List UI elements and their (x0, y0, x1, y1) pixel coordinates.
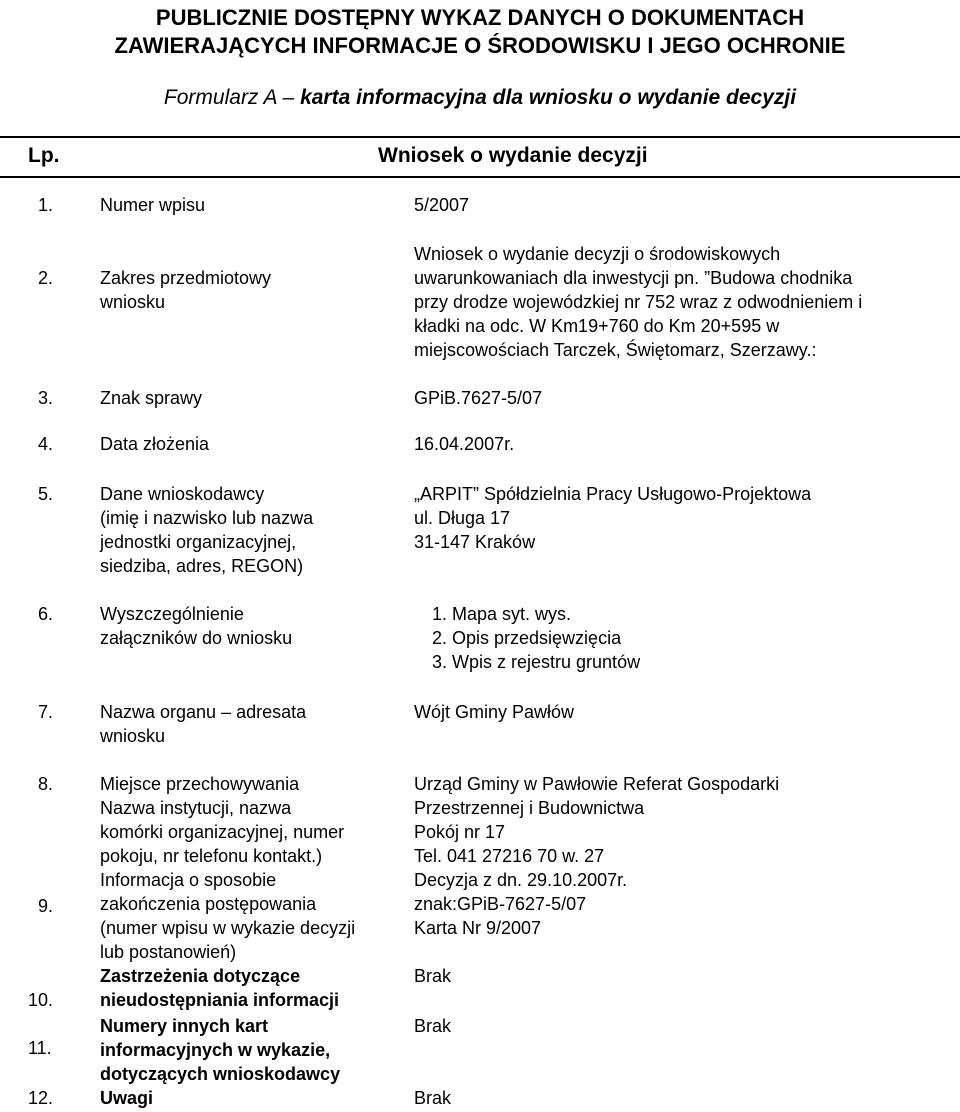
row-7-label-line-1: Nazwa organu – adresata (100, 702, 307, 722)
row-5-value-line-2: ul. Długa 17 (414, 508, 511, 528)
row-12-label: Uwagi (100, 1088, 154, 1108)
row-8-label-line-2: Nazwa instytucji, nazwa (100, 798, 292, 818)
row-11-value: Brak (414, 1016, 452, 1036)
row-11-label-line-1: Numery innych kart (100, 1016, 269, 1036)
row-9-value-line-2: znak:GPiB-7627-5/07 (414, 894, 587, 914)
table-top-border (0, 136, 960, 138)
row-11-label-line-3: dotyczących wnioskodawcy (100, 1064, 341, 1084)
row-1-number: 1. (38, 195, 54, 215)
row-6-label-line-1: Wyszczególnienie (100, 604, 244, 624)
row-5-label-line-2: (imię i nazwisko lub nazwa (100, 508, 314, 528)
row-8-value-line-1: Urząd Gminy w Pawłowie Referat Gospodarki (414, 774, 780, 794)
row-3-value: GPiB.7627-5/07 (414, 388, 543, 408)
row-6-value-line-2: 2. Opis przedsięwzięcia (432, 628, 622, 648)
row-1-value: 5/2007 (414, 195, 470, 215)
row-3-label: Znak sprawy (100, 388, 203, 408)
row-4-value: 16.04.2007r. (414, 434, 515, 454)
row-11-label-line-2: informacyjnych w wykazie, (100, 1040, 331, 1060)
row-4-number: 4. (38, 434, 54, 454)
row-6-value-line-3: 3. Wpis z rejestru gruntów (432, 652, 641, 672)
form-subtitle (0, 86, 960, 110)
row-12-number: 12. (28, 1088, 54, 1108)
table-header-border (0, 176, 960, 178)
row-5-number: 5. (38, 484, 54, 504)
row-2-label-line-2: wniosku (100, 292, 166, 312)
row-8-label-line-3: komórki organizacyjnej, numer (100, 822, 345, 842)
row-9-label-line-2: zakończenia postępowania (100, 894, 317, 914)
row-8-label-line-4: pokoju, nr telefonu kontakt.) (100, 846, 323, 866)
row-2-value-line-5: miejscowościach Tarczek, Świętomarz, Szerzawy.: (414, 340, 817, 360)
row-5-value-line-3: 31-147 Kraków (414, 532, 536, 552)
row-8-number: 8. (38, 774, 54, 794)
row-1-label: Numer wpisu (100, 195, 206, 215)
table-title: Wniosek o wydanie decyzji (378, 144, 648, 167)
row-6-number: 6. (38, 604, 54, 624)
row-8-value-line-4: Tel. 041 27216 70 w. 27 (414, 846, 605, 866)
row-2-value-line-1: Wniosek o wydanie decyzji o środowiskowych (414, 244, 781, 264)
form-name: karta informacyjna dla wniosku o wydanie decyzji (300, 86, 797, 109)
row-10-value: Brak (414, 966, 452, 986)
row-6-value-line-1: 1. Mapa syt. wys. (432, 604, 572, 624)
row-8-value-line-2: Przestrzennej i Budownictwa (414, 798, 645, 818)
row-9-value-line-1: Decyzja z dn. 29.10.2007r. (414, 870, 628, 890)
row-10-number: 10. (28, 990, 54, 1010)
row-8-label-line-1: Miejsce przechowywania (100, 774, 300, 794)
row-7-number: 7. (38, 702, 54, 722)
form-prefix: Formularz A – (163, 86, 301, 109)
row-12-value: Brak (414, 1088, 452, 1108)
row-2-value-line-3: przy drodze wojewódzkiej nr 752 wraz z odwodnieniem i (414, 292, 863, 312)
row-2-value-line-4: kładki na odc. W Km19+760 do Km 20+595 w (414, 316, 780, 336)
row-9-label-line-3: (numer wpisu w wykazie decyzji (100, 918, 356, 938)
row-5-value-line-1: „ARPIT” Spółdzielnia Pracy Usługowo-Projektowa (414, 484, 812, 504)
row-9-label-line-1: Informacja o sposobie (100, 870, 277, 890)
row-9-label-line-4: lub postanowień) (100, 942, 237, 962)
row-8-value-line-3: Pokój nr 17 (414, 822, 506, 842)
row-10-label-line-2: nieudostępniania informacji (100, 990, 340, 1010)
row-11-number: 11. (28, 1038, 52, 1058)
row-3-number: 3. (38, 388, 54, 408)
row-5-label-line-4: siedziba, adres, REGON) (100, 556, 304, 576)
row-6-label-line-2: załączników do wniosku (100, 628, 293, 648)
row-2-value-line-2: uwarunkowaniach dla inwestycji pn. ”Budowa chodnika (414, 268, 853, 288)
title-line-2: ZAWIERAJĄCYCH INFORMACJE O ŚRODOWISKU I JEGO OCHRONIE (114, 33, 846, 58)
row-9-value-line-3: Karta Nr 9/2007 (414, 918, 542, 938)
row-2-number: 2. (38, 268, 54, 288)
lp-header: Lp. (28, 144, 60, 167)
row-4-label: Data złożenia (100, 434, 210, 454)
row-7-value: Wójt Gminy Pawłów (414, 702, 575, 722)
row-7-label-line-2: wniosku (100, 726, 166, 746)
row-2-label-line-1: Zakres przedmiotowy (100, 268, 272, 288)
row-5-label-line-3: jednostki organizacyjnej, (100, 532, 297, 552)
row-5-label-line-1: Dane wnioskodawcy (100, 484, 265, 504)
row-9-number: 9. (38, 896, 54, 916)
title-line-1: PUBLICZNIE DOSTĘPNY WYKAZ DANYCH O DOKUMENTACH (155, 5, 805, 30)
row-10-label-line-1: Zastrzeżenia dotyczące (100, 966, 301, 986)
